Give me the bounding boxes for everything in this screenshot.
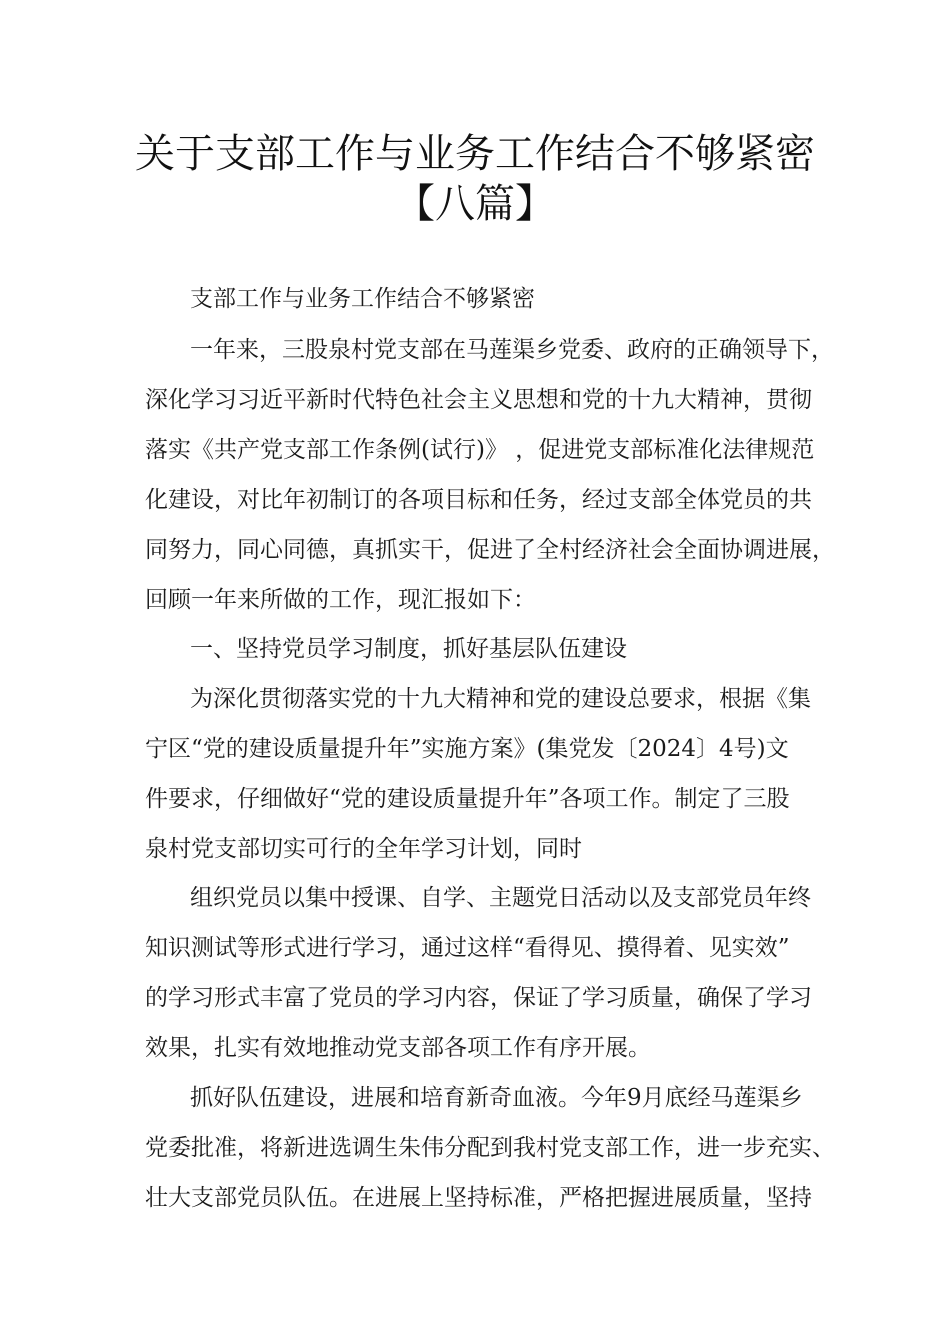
paragraph-line: 为深化贯彻落实党的十九大精神和党的建设总要求，根据《集 [190,686,811,712]
paragraph-line: 效果，扎实有效地推动党支部各项工作有序开展。 [145,1035,651,1061]
document-title-line-1: 关于支部工作与业务工作结合不够紧密 [135,131,815,177]
paragraph-line: 知识测试等形式进行学习，通过这样“看得见、摸得着、见实效” [145,935,790,961]
paragraph-line: 一年来，三股泉村党支部在马莲渠乡党委、政府的正确领导下， [190,337,834,363]
paragraph-line: 件要求，仔细做好“党的建设质量提升年”各项工作。制定了三股 [145,786,790,812]
section-heading: 支部工作与业务工作结合不够紧密 [190,286,535,312]
paragraph-line: 同努力，同心同德，真抓实干，促进了全村经济社会全面协调进展， [145,537,835,563]
paragraph-line: 回顾一年来所做的工作，现汇报如下： [145,587,536,613]
paragraph-line: 抓好队伍建设，进展和培育新奇血液。今年9月底经马莲渠乡 [190,1085,803,1111]
paragraph-line: 组织党员以集中授课、自学、主题党日活动以及支部党员年终 [190,885,811,911]
paragraph-line: 党委批准，将新进选调生朱伟分配到我村党支部工作，进一步充实、 [145,1135,835,1161]
section-heading: 一、坚持党员学习制度，抓好基层队伍建设 [190,636,627,662]
paragraph-line: 的学习形式丰富了党员的学习内容，保证了学习质量，确保了学习 [145,985,812,1011]
paragraph-line: 落实《共产党支部工作条例(试行)》 ，促进党支部标准化法律规范 [145,437,815,463]
paragraph-line: 深化学习习近平新时代特色社会主义思想和党的十九大精神，贯彻 [145,387,812,413]
paragraph-line: 泉村党支部切实可行的全年学习计划，同时 [145,836,582,862]
paragraph-line: 壮大支部党员队伍。在进展上坚持标准，严格把握进展质量，坚持 [145,1185,812,1211]
paragraph-line: 化建设，对比年初制订的各项目标和任务，经过支部全体党员的共 [145,487,812,513]
document-title-line-2: 【八篇】 [395,181,555,227]
paragraph-line: 宁区“党的建设质量提升年”实施方案》(集党发〔2024〕4号)文 [145,736,789,762]
